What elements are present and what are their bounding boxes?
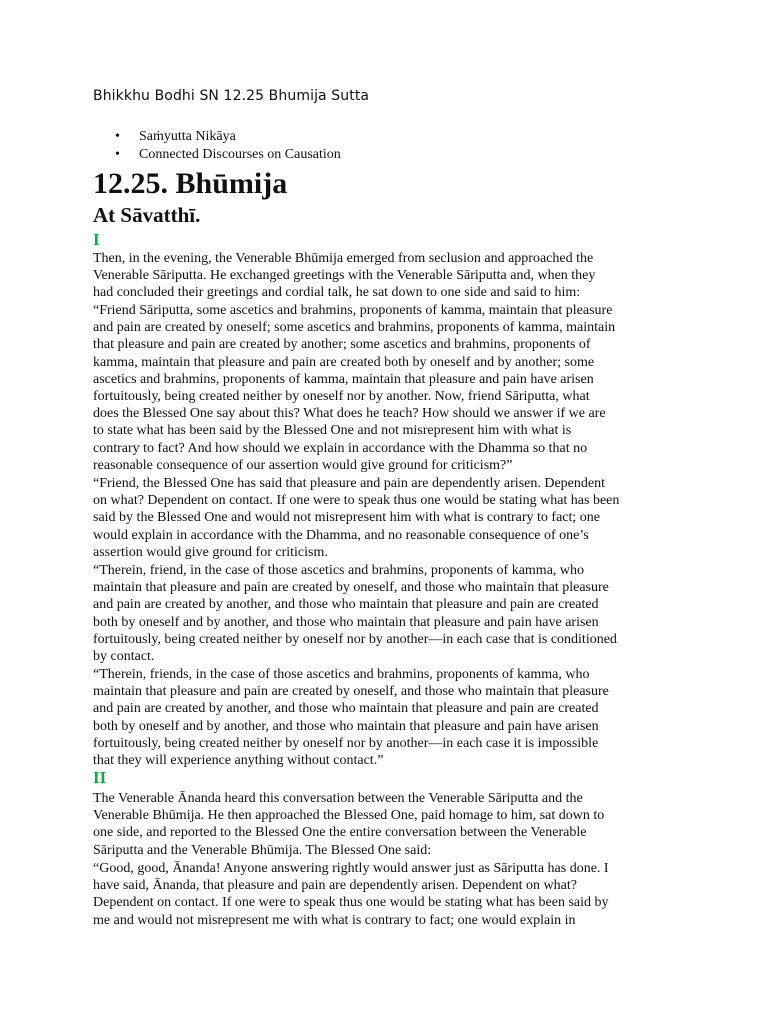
text-line: Venerable Bhūmija. He then approached the Blessed One, paid homage to him, sat down to	[93, 808, 605, 824]
text-line: kamma, maintain that pleasure and pain are created both by oneself and by another; some	[93, 354, 595, 370]
text-line: said by the Blessed One and would not misrepresent him with what is contrary to fact; one	[93, 510, 601, 526]
page-title: 12.25. Bhūmija	[93, 167, 288, 200]
text-line: Sāriputta and the Venerable Bhūmija. The Blessed One said:	[93, 842, 432, 858]
text-line: on what? Dependent on contact. If one were to speak thus one would be stating what has been	[93, 493, 620, 509]
text-line: “Good, good, Ānanda! Anyone answering rightly would answer just as Sāriputta has done. I	[93, 861, 609, 876]
text-line: and pain are created by another, and those who maintain that pleasure and pain are created	[93, 597, 599, 613]
text-line: by contact.	[93, 649, 155, 665]
text-line: “Friend, the Blessed One has said that pleasure and pain are dependently arisen. Dependent	[93, 476, 605, 491]
section-marker-two: II	[93, 768, 107, 787]
text-line: reasonable consequence of our assertion would give ground for criticism?”	[93, 457, 513, 473]
paragraph-5	[93, 666, 683, 769]
text-line: and pain are created by oneself; some ascetics and brahmins, proponents of kamma, maintain	[93, 320, 616, 336]
text-line: “Friend Sāriputta, some ascetics and brahmins, proponents of kamma, maintain that pleasure	[93, 303, 613, 318]
text-line: Dependent on contact. If one were to speak thus one would be stating what has been said by	[93, 895, 609, 911]
text-line: fortuitously, being created neither by oneself nor by another—in each case that is conditioned	[93, 631, 617, 647]
text-line: “Therein, friend, in the case of those ascetics and brahmins, proponents of kamma, who	[93, 563, 585, 578]
text-line: that they will experience anything without contact.”	[93, 753, 384, 769]
text-line: have said, Ānanda, that pleasure and pain are dependently arisen. Dependent on what?	[93, 878, 577, 894]
text-line: me and would not misrepresent me with what is contrary to fact; one would explain in	[93, 912, 576, 928]
breadcrumb-item: • Connected Discourses on Causation	[93, 146, 341, 164]
paragraph-1	[93, 250, 683, 302]
text-line: one side, and reported to the Blessed One the entire conversation between the Venerable	[93, 825, 587, 841]
text-line: ascetics and brahmins, proponents of kamma, maintain that pleasure and pain have arisen	[93, 371, 594, 387]
text-line: Venerable Sāriputta. He exchanged greetings with the Venerable Sāriputta and, when they	[93, 268, 596, 284]
text-line: both by oneself and by another, and those who maintain that pleasure and pain have arisen	[93, 718, 599, 734]
text-line: “Therein, friends, in the case of those ascetics and brahmins, proponents of kamma, who	[93, 667, 590, 682]
paragraph-7	[93, 860, 683, 929]
text-line: does the Blessed One say about this? What does he teach? How should we answer if we are	[93, 406, 606, 422]
text-line: fortuitously, being created neither by oneself nor by another. Now, friend Sāriputta, what	[93, 389, 590, 405]
text-line: Then, in the evening, the Venerable Bhūmija emerged from seclusion and approached the	[93, 251, 594, 266]
text-line: assertion would give ground for criticism.	[93, 544, 328, 560]
paragraph-2	[93, 302, 683, 474]
paragraph-4	[93, 562, 683, 665]
text-line: fortuitously, being created neither by oneself nor by another—in each case it is impossible	[93, 735, 599, 751]
text-line: had concluded their greetings and cordial talk, he sat down to one side and said to him:	[93, 285, 581, 301]
text-line: to state what has been said by the Blessed One and not misrepresent him with what is	[93, 423, 572, 439]
breadcrumb-list	[93, 128, 341, 164]
breadcrumb-item: • Saṁyutta Nikāya	[93, 128, 341, 146]
paragraph-3	[93, 475, 683, 561]
text-line: maintain that pleasure and pain are created by oneself, and those who maintain that pleasure	[93, 684, 609, 700]
text-line: would explain in accordance with the Dhamma, and no reasonable consequence of one’s	[93, 527, 589, 543]
section-marker-one: I	[93, 230, 100, 249]
text-line: both by oneself and by another, and those who maintain that pleasure and pain have arisen	[93, 614, 599, 630]
text-line: and pain are created by another, and those who maintain that pleasure and pain are created	[93, 701, 599, 717]
text-line: contrary to fact? And how should we explain in accordance with the Dhamma so that no	[93, 440, 588, 456]
document-header: Bhikkhu Bodhi SN 12.25 Bhumija Sutta	[93, 88, 370, 104]
text-line: maintain that pleasure and pain are created by oneself, and those who maintain that pleasure	[93, 580, 609, 596]
text-line: The Venerable Ānanda heard this conversation between the Venerable Sāriputta and the	[93, 791, 583, 806]
text-line: that pleasure and pain are created by another; some ascetics and brahmins, proponents of	[93, 337, 591, 353]
paragraph-6	[93, 790, 683, 859]
page-subtitle: At Sāvatthī.	[93, 203, 201, 227]
